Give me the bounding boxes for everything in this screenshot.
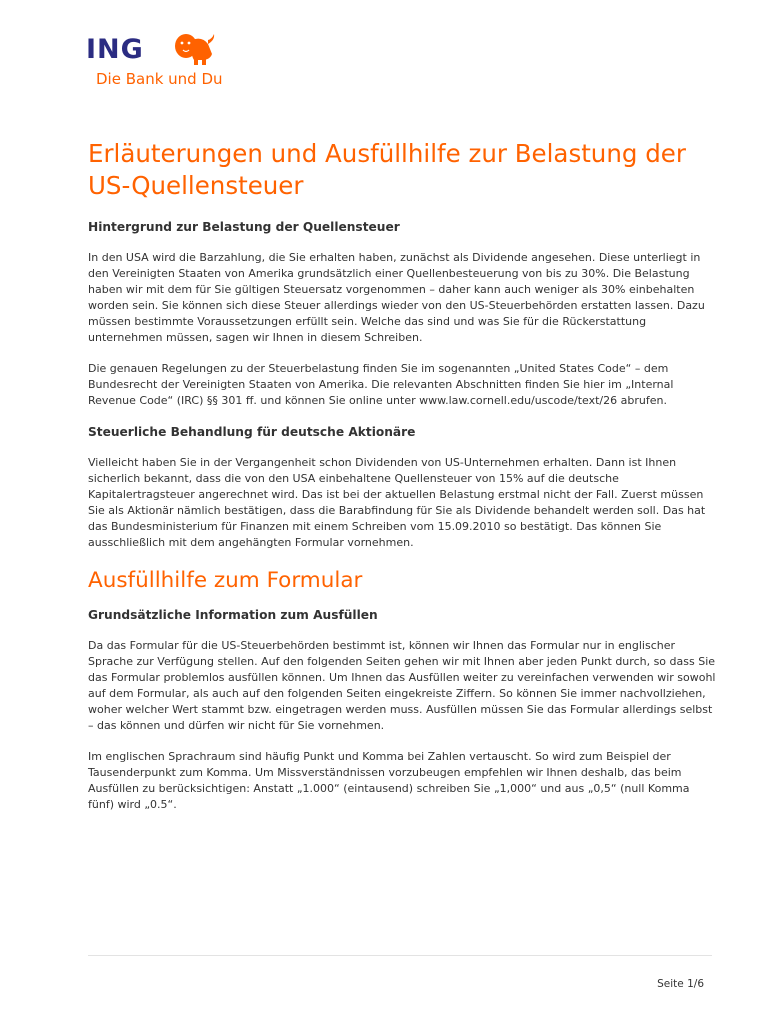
document-title: Erläuterungen und Ausfüllhilfe zur Belastung der US-Quellensteuer: [88, 139, 686, 200]
ing-logo: [86, 30, 236, 92]
logo-wordmark: ING: [86, 34, 144, 65]
section-heading-hintergrund: Hintergrund zur Belastung der Quellensteuer: [88, 220, 400, 234]
page-number: Seite 1/6: [657, 978, 704, 990]
paragraph: Die genauen Regelungen zu der Steuerbelastung finden Sie im sogenannten „United States Code“ – dem Bundesrecht der Vereinigten Staaten von Amerika. Die relevanten Abschnitten finden Sie hier im „Internal Revenue Code“ (IRC) §§ 301 ff. und können Sie online unter www.law.cornell.edu/uscode/text/26 abrufen.: [88, 362, 674, 407]
section-heading-steuerliche-behandlung: Steuerliche Behandlung für deutsche Aktionäre: [88, 425, 416, 439]
document-body: [88, 138, 716, 813]
section-heading-grundsaetzliche-information: Grundsätzliche Information zum Ausfüllen: [88, 608, 378, 622]
paragraph: Vielleicht haben Sie in der Vergangenheit schon Dividenden von US-Unternehmen erhalten. Dann ist Ihnen sicherlich bekannt, dass die von den USA einbehaltene Quellensteuer von 15% auf die deutsche Kapitalertragsteuer angerechnet wird. Das ist bei der aktuellen Belastung erstmal nicht der Fall. Zuerst müssen Sie als Aktionär nämlich bestätigen, dass die Barabfindung für Sie als Dividende behandelt werden soll. Das hat das Bundesministerium für Finanzen mit einem Schreiben vom 15.09.2010 so bestätigt. Das können Sie ausschließlich mit dem angehängten Formular vornehmen.: [88, 456, 706, 549]
footer-divider: [88, 955, 712, 956]
paragraph: Im englischen Sprachraum sind häufig Punkt und Komma bei Zahlen vertauscht. So wird zum Beispiel der Tausenderpunkt zum Komma. Um Missverständnissen vorzubeugen empfehlen wir Ihnen deshalb, das beim Ausfüllen zu berücksichtigen: Anstatt „1.000“ (eintausend) schreiben Sie „1,000“ und aus „0,5“ (null Komma fünf) wird „0.5“.: [88, 750, 690, 811]
lion-icon: [172, 30, 216, 66]
logo-tagline: Die Bank und Du: [96, 70, 223, 88]
section-title-ausfuellhilfe: Ausfüllhilfe zum Formular: [88, 568, 363, 593]
paragraph: Da das Formular für die US-Steuerbehörden bestimmt ist, können wir Ihnen das Formular nur in englischer Sprache zur Verfügung stellen. Auf den folgenden Seiten gehen wir mit Ihnen aber jeden Punkt durch, so dass Sie das Formular problemlos ausfüllen können. Um Ihnen das Ausfüllen weiter zu vereinfachen verwenden wir sowohl auf dem Formular, als auch auf den folgenden Seiten eingekreiste Ziffern. So können Sie immer nachvollziehen, woher welcher Wert stammt bzw. eingetragen werden muss. Ausfüllen müssen Sie das Formular allerdings selbst – das können und dürfen wir nicht für Sie vornehmen.: [88, 639, 716, 732]
paragraph: In den USA wird die Barzahlung, die Sie erhalten haben, zunächst als Dividende angesehen. Diese unterliegt in den Vereinigten Staaten von Amerika grundsätzlich einer Quellenbesteuerung von bis zu 30%. Die Belastung haben wir mit dem für Sie gültigen Steuersatz vorgenommen – daher kann auch weniger als 30% einbehalten worden sein. Sie können sich diese Steuer allerdings wieder von den US-Steuerbehörden erstatten lassen. Dazu müssen bestimmte Voraussetzungen erfüllt sein. Welche das sind und was Sie für die Rückerstattung unternehmen müssen, sagen wir Ihnen in diesem Schreiben.: [88, 251, 705, 344]
